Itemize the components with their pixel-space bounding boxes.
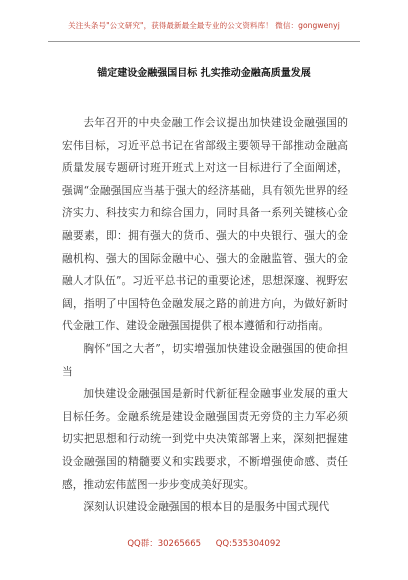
paragraph: 去年召开的中央金融工作会议提出加快建设金融强国的宏伟目标，习近平总书记在省部级主要领导干部推动金融高质量发展专题研讨班开班式上对这一目标进行了全面阐述，强调“金融强国应当基于强大的经济基础，具有领先世界的经济实力、科技实力和综合国力，同时具备一系列关键核心金融要素，即：拥有强大的货币、强大的中央银行、强大的金融机构、强大的国际金融中心、强大的金融监管、强大的金融人才队伍”。习近平总书记的重要论述，思想深邃、视野宏阔，指明了中国特色金融发展之路的前进方向，为做好新时代金融工作、建设金融强国提供了根本遵循和行动指南。 xyxy=(62,116,348,333)
qq-contact-text: QQ:535304092 xyxy=(215,539,281,549)
header-divider xyxy=(48,41,360,42)
contact-footer xyxy=(0,537,408,549)
section-heading: 胸怀“国之大者”，切实增强加快建设金融强国的使命担当 xyxy=(62,341,348,378)
paragraph: 深刻认识建设金融强国的根本目的是服务中国式现代 xyxy=(83,500,330,514)
document-title: 锚定建设金融强国目标 扎实推动金融高质量发展 xyxy=(97,68,311,79)
paragraph: 加快建设金融强国是新时代新征程金融事业发展的重大目标任务。金融系统是建设金融强国责无旁贷的主力军必须切实把思想和行动统一到党中央决策部署上来，深刻把握建设金融强国的精髓要义和实践要求，不断增强使命感、责任感，推动宏伟蓝图一步步变成美好现实。 xyxy=(62,387,348,491)
qq-group-text: QQ群：30265665 xyxy=(127,539,202,549)
document-body xyxy=(62,112,348,519)
promo-header: 关注头条号"公文研究"，获得最新最全最专业的公文资料库！ 微信：gongwenyj xyxy=(68,21,340,30)
